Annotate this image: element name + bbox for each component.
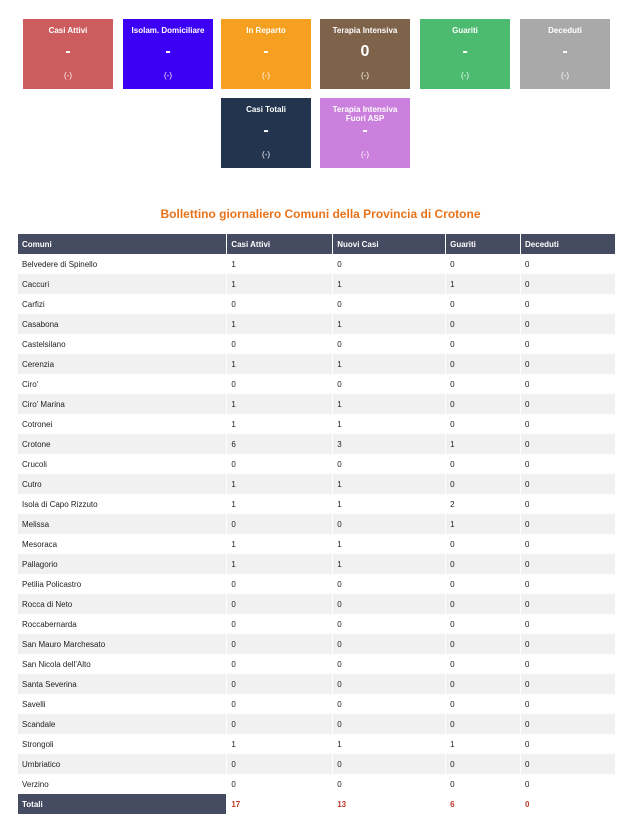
table-row (18, 394, 616, 414)
table-row (18, 474, 616, 494)
cell-nuovi-casi: 0 (333, 374, 446, 394)
cell-comune: Petilia Policastro (18, 574, 227, 594)
cell-deceduti: 0 (521, 274, 616, 294)
cell-nuovi-casi: 0 (333, 614, 446, 634)
table-row (18, 454, 616, 474)
cell-casi-attivi: 0 (227, 514, 333, 534)
cell-guariti: 0 (446, 554, 521, 574)
total-deceduti: 0 (521, 794, 616, 814)
cell-nuovi-casi: 0 (333, 594, 446, 614)
cell-casi-attivi: 0 (227, 694, 333, 714)
cell-comune: Strongoli (18, 734, 227, 754)
cell-casi-attivi: 0 (227, 774, 333, 794)
table-row (18, 434, 616, 454)
total-nuovi-casi: 13 (333, 794, 446, 814)
table-row (18, 774, 616, 794)
cell-deceduti: 0 (521, 734, 616, 754)
table-row (18, 414, 616, 434)
cell-guariti: 0 (446, 694, 521, 714)
cell-guariti: 0 (446, 454, 521, 474)
cell-deceduti: 0 (521, 474, 616, 494)
card-terapia-intensiva-fuori-asp (320, 98, 410, 168)
cell-casi-attivi: 0 (227, 334, 333, 354)
cell-casi-attivi: 1 (227, 554, 333, 574)
cell-comune: Ciro' Marina (18, 394, 227, 414)
cell-deceduti: 0 (521, 434, 616, 454)
cell-deceduti: 0 (521, 394, 616, 414)
header-comuni: Comuni (18, 234, 227, 254)
cell-guariti: 0 (446, 774, 521, 794)
table-row (18, 254, 616, 274)
cell-guariti: 0 (446, 534, 521, 554)
cell-comune: Crotone (18, 434, 227, 454)
cell-comune: Cutro (18, 474, 227, 494)
cell-nuovi-casi: 1 (333, 314, 446, 334)
cell-comune: Caccuri (18, 274, 227, 294)
cell-comune: Casabona (18, 314, 227, 334)
cell-deceduti: 0 (521, 554, 616, 574)
cell-deceduti: 0 (521, 494, 616, 514)
cell-comune: Savelli (18, 694, 227, 714)
cell-deceduti: 0 (521, 374, 616, 394)
cell-nuovi-casi: 1 (333, 554, 446, 574)
cell-comune: Castelsilano (18, 334, 227, 354)
cell-casi-attivi: 0 (227, 294, 333, 314)
cell-deceduti: 0 (521, 714, 616, 734)
cell-deceduti: 0 (521, 614, 616, 634)
cell-nuovi-casi: 0 (333, 454, 446, 474)
card-label: Casi Attivi (48, 26, 88, 35)
card-label: In Reparto (246, 26, 286, 35)
cell-guariti: 0 (446, 614, 521, 634)
card-terapia-intensiva (320, 19, 410, 89)
card-delta: (-) (64, 71, 72, 80)
card-delta: (-) (262, 150, 270, 159)
cell-nuovi-casi: 1 (333, 414, 446, 434)
cell-comune: Santa Severina (18, 674, 227, 694)
bulletin-title: Bollettino giornaliero Comuni della Provincia di Crotone (160, 207, 481, 221)
cell-casi-attivi: 1 (227, 394, 333, 414)
cell-nuovi-casi: 0 (333, 514, 446, 534)
cell-casi-attivi: 1 (227, 414, 333, 434)
cell-guariti: 1 (446, 734, 521, 754)
cell-casi-attivi: 1 (227, 274, 333, 294)
table-row (18, 754, 616, 774)
header-deceduti: Deceduti (521, 234, 616, 254)
card-delta: (-) (561, 71, 569, 80)
card-casi-totali (221, 98, 311, 168)
cell-casi-attivi: 1 (227, 534, 333, 554)
table-row (18, 714, 616, 734)
cell-guariti: 0 (446, 574, 521, 594)
cell-guariti: 0 (446, 314, 521, 334)
cell-nuovi-casi: 0 (333, 254, 446, 274)
card-label: Isolam. Domiciliare (131, 26, 205, 35)
card-delta: (-) (164, 71, 172, 80)
cell-nuovi-casi: 1 (333, 274, 446, 294)
cell-nuovi-casi: 0 (333, 674, 446, 694)
cell-comune: Belvedere di Spinello (18, 254, 227, 274)
cell-deceduti: 0 (521, 654, 616, 674)
table-row (18, 654, 616, 674)
card-delta: (-) (461, 71, 469, 80)
card-value: - (362, 122, 368, 139)
cell-deceduti: 0 (521, 674, 616, 694)
table-row (18, 354, 616, 374)
cell-deceduti: 0 (521, 534, 616, 554)
cell-nuovi-casi: 1 (333, 474, 446, 494)
table-row (18, 574, 616, 594)
cell-nuovi-casi: 0 (333, 754, 446, 774)
card-guariti (420, 19, 510, 89)
cell-nuovi-casi: 1 (333, 394, 446, 414)
table-row (18, 334, 616, 354)
cell-guariti: 1 (446, 434, 521, 454)
cell-nuovi-casi: 1 (333, 354, 446, 374)
table-row (18, 674, 616, 694)
cell-casi-attivi: 1 (227, 474, 333, 494)
total-casi-attivi: 17 (227, 794, 333, 814)
cell-comune: Roccabernarda (18, 614, 227, 634)
cell-guariti: 0 (446, 714, 521, 734)
cell-casi-attivi: 1 (227, 494, 333, 514)
cell-nuovi-casi: 1 (333, 494, 446, 514)
cell-casi-attivi: 0 (227, 374, 333, 394)
table-totals-row (18, 794, 616, 814)
cell-nuovi-casi: 3 (333, 434, 446, 454)
cell-casi-attivi: 0 (227, 594, 333, 614)
card-value: - (263, 122, 269, 139)
card-in-reparto (221, 19, 311, 89)
card-casi-attivi (23, 19, 113, 89)
card-value: - (562, 43, 568, 60)
cell-casi-attivi: 6 (227, 434, 333, 454)
cell-deceduti: 0 (521, 354, 616, 374)
cell-deceduti: 0 (521, 294, 616, 314)
header-nuovi-casi: Nuovi Casi (333, 234, 446, 254)
table-row (18, 634, 616, 654)
table-row (18, 494, 616, 514)
card-value: - (263, 43, 269, 60)
cell-comune: Melissa (18, 514, 227, 534)
cell-comune: Cotronei (18, 414, 227, 434)
cell-comune: Carfizi (18, 294, 227, 314)
cell-guariti: 0 (446, 634, 521, 654)
cell-nuovi-casi: 0 (333, 774, 446, 794)
card-label: Terapia Intensiva Fuori ASP (332, 105, 398, 123)
table-row (18, 374, 616, 394)
table-row (18, 614, 616, 634)
cell-comune: Umbriatico (18, 754, 227, 774)
card-value: 0 (360, 43, 370, 60)
cell-casi-attivi: 0 (227, 574, 333, 594)
cell-comune: Rocca di Neto (18, 594, 227, 614)
table-row (18, 554, 616, 574)
cell-comune: Crucoli (18, 454, 227, 474)
cell-casi-attivi: 0 (227, 634, 333, 654)
cell-deceduti: 0 (521, 754, 616, 774)
cell-guariti: 0 (446, 254, 521, 274)
cell-casi-attivi: 0 (227, 614, 333, 634)
cell-deceduti: 0 (521, 694, 616, 714)
table-row (18, 594, 616, 614)
cell-comune: San Nicola dell'Alto (18, 654, 227, 674)
cell-deceduti: 0 (521, 414, 616, 434)
table-row (18, 734, 616, 754)
cell-deceduti: 0 (521, 514, 616, 534)
cell-guariti: 0 (446, 754, 521, 774)
cell-deceduti: 0 (521, 574, 616, 594)
cell-guariti: 0 (446, 294, 521, 314)
card-label: Casi Totali (246, 105, 286, 114)
cell-deceduti: 0 (521, 314, 616, 334)
municipalities-table (18, 234, 616, 814)
card-value: - (462, 43, 468, 60)
table-row (18, 274, 616, 294)
cell-nuovi-casi: 1 (333, 534, 446, 554)
cell-guariti: 0 (446, 394, 521, 414)
cell-comune: Mesoraca (18, 534, 227, 554)
cell-guariti: 0 (446, 374, 521, 394)
total-guariti: 6 (446, 794, 521, 814)
header-guariti: Guariti (446, 234, 521, 254)
cell-comune: Scandale (18, 714, 227, 734)
cell-guariti: 0 (446, 594, 521, 614)
table-header-row (18, 234, 616, 254)
cell-casi-attivi: 0 (227, 714, 333, 734)
cell-comune: Pallagorio (18, 554, 227, 574)
table-body (18, 254, 616, 814)
card-label: Guariti (452, 26, 478, 35)
card-delta: (-) (262, 71, 270, 80)
cell-guariti: 0 (446, 334, 521, 354)
cell-deceduti: 0 (521, 594, 616, 614)
cell-casi-attivi: 0 (227, 454, 333, 474)
cell-guariti: 0 (446, 674, 521, 694)
card-delta: (-) (361, 71, 369, 80)
card-value: - (165, 43, 171, 60)
table-row (18, 514, 616, 534)
table-row (18, 294, 616, 314)
cell-guariti: 0 (446, 414, 521, 434)
cell-nuovi-casi: 0 (333, 634, 446, 654)
cell-guariti: 1 (446, 274, 521, 294)
card-deceduti (520, 19, 610, 89)
cell-nuovi-casi: 0 (333, 654, 446, 674)
cell-casi-attivi: 1 (227, 734, 333, 754)
cell-guariti: 1 (446, 514, 521, 534)
cell-casi-attivi: 1 (227, 254, 333, 274)
cell-nuovi-casi: 0 (333, 294, 446, 314)
cell-deceduti: 0 (521, 254, 616, 274)
cell-nuovi-casi: 0 (333, 714, 446, 734)
cell-comune: Isola di Capo Rizzuto (18, 494, 227, 514)
cell-deceduti: 0 (521, 454, 616, 474)
cell-deceduti: 0 (521, 334, 616, 354)
header-casi-attivi: Casi Attivi (227, 234, 333, 254)
cell-comune: Ciro' (18, 374, 227, 394)
card-label: Terapia Intensiva (332, 26, 398, 35)
cell-guariti: 0 (446, 354, 521, 374)
cell-deceduti: 0 (521, 774, 616, 794)
cell-guariti: 2 (446, 494, 521, 514)
table-row (18, 694, 616, 714)
cell-nuovi-casi: 0 (333, 334, 446, 354)
cell-comune: Cerenzia (18, 354, 227, 374)
cell-casi-attivi: 1 (227, 354, 333, 374)
cell-nuovi-casi: 0 (333, 694, 446, 714)
table-row (18, 534, 616, 554)
table-row (18, 314, 616, 334)
cell-comune: San Mauro Marchesato (18, 634, 227, 654)
card-delta: (-) (361, 150, 369, 159)
cell-casi-attivi: 0 (227, 654, 333, 674)
cell-deceduti: 0 (521, 634, 616, 654)
cell-comune: Verzino (18, 774, 227, 794)
cell-guariti: 0 (446, 654, 521, 674)
cell-casi-attivi: 0 (227, 754, 333, 774)
cell-guariti: 0 (446, 474, 521, 494)
cell-casi-attivi: 1 (227, 314, 333, 334)
total-label: Totali (18, 794, 227, 814)
cell-casi-attivi: 0 (227, 674, 333, 694)
card-label: Deceduti (548, 26, 582, 35)
cell-nuovi-casi: 0 (333, 574, 446, 594)
card-isolamento-domiciliare (123, 19, 213, 89)
card-value: - (65, 43, 71, 60)
cell-nuovi-casi: 1 (333, 734, 446, 754)
